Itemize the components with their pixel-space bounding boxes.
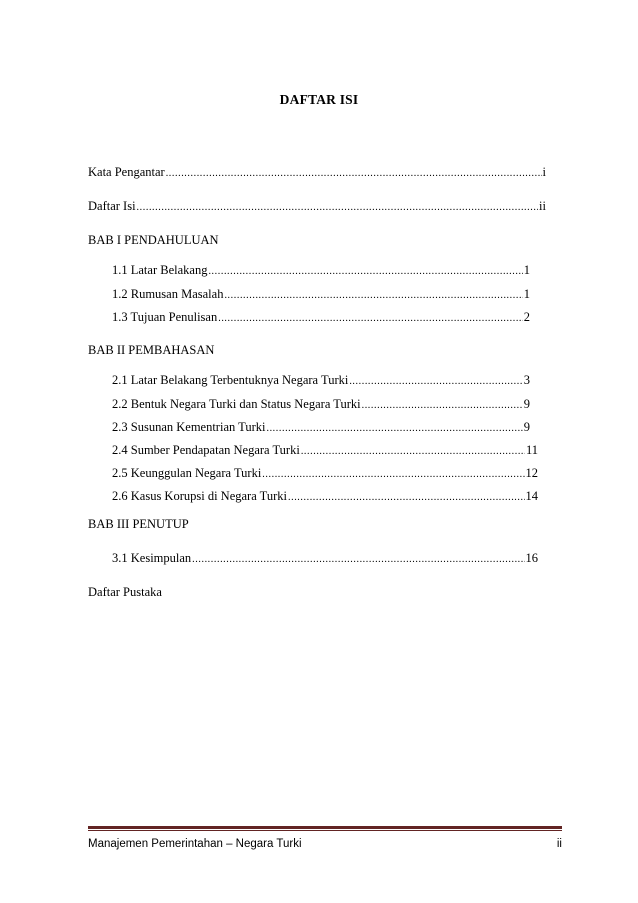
toc-leader-dots [349, 374, 522, 390]
toc-leader-dots [224, 288, 522, 304]
toc-entry-3-1 [112, 550, 538, 566]
toc-entry-page: 11 [525, 443, 538, 457]
toc-entry-page: 3 [523, 373, 530, 387]
toc-entry-page: 2 [523, 310, 530, 324]
toc-entry-2-5 [112, 465, 538, 481]
toc-entry-page: 12 [525, 466, 538, 480]
toc-entry-page: 14 [525, 489, 538, 503]
toc-entry-label: 1.2 Rumusan Masalah [112, 287, 224, 301]
toc-leader-dots [362, 398, 523, 414]
footer-title: Manajemen Pemerintahan – Negara Turki [88, 838, 302, 850]
toc-leader-dots [137, 200, 539, 216]
toc-leader-dots [262, 467, 524, 483]
toc-entry-1-2 [112, 286, 530, 302]
footer-rule-thin [88, 830, 562, 831]
toc-entry-2-3 [112, 419, 530, 435]
toc-leader-dots [301, 444, 525, 460]
toc-entry-label: 3.1 Kesimpulan [112, 551, 192, 565]
footer-page-number: ii [556, 838, 562, 850]
toc-leader-dots [288, 490, 525, 506]
toc-entry-kata-pengantar [88, 164, 546, 180]
toc-leader-dots [192, 552, 524, 568]
toc-leader-dots [266, 421, 522, 437]
toc-entry-label: 2.4 Sumber Pendapatan Negara Turki [112, 443, 300, 457]
toc-entry-page: 1 [523, 287, 530, 301]
page-title: DAFTAR ISI [279, 92, 359, 107]
toc-entry-label: Kata Pengantar [88, 165, 165, 179]
toc-entry-page: i [542, 165, 546, 179]
toc-entry-label: 1.3 Tujuan Penulisan [112, 310, 218, 324]
toc-entry-label: 2.1 Latar Belakang Terbentuknya Negara Turki [112, 373, 349, 387]
toc-leader-dots [208, 264, 522, 280]
toc-chapter-heading: BAB III PENUTUP [88, 517, 189, 531]
toc-entry-label: 1.1 Latar Belakang [112, 263, 208, 277]
toc-entry-2-1 [112, 372, 530, 388]
toc-leader-dots [166, 166, 542, 182]
toc-entry-daftar-isi [88, 198, 546, 214]
toc-entry-page: 1 [523, 263, 530, 277]
toc-entry-1-1 [112, 262, 530, 278]
toc-entry-label: 2.3 Susunan Kementrian Turki [112, 420, 266, 434]
toc-entry-page: 9 [523, 397, 530, 411]
toc-entry-label: 2.2 Bentuk Negara Turki dan Status Negara Turki [112, 397, 361, 411]
toc-entry-2-4 [112, 442, 538, 458]
toc-entry-page: 9 [523, 420, 530, 434]
toc-entry-page: ii [539, 199, 546, 213]
toc-entry-label: Daftar Isi [88, 199, 136, 213]
toc-entry-page: 16 [525, 551, 538, 565]
footer-rule [88, 826, 562, 831]
toc-chapter-heading: BAB II PEMBAHASAN [88, 343, 215, 357]
toc-entry-1-3 [112, 309, 530, 325]
toc-entry-2-2 [112, 396, 530, 412]
toc-entry-2-6 [112, 488, 538, 504]
toc-entry-label: 2.5 Keunggulan Negara Turki [112, 466, 262, 480]
toc-daftar-pustaka: Daftar Pustaka [88, 585, 162, 599]
toc-chapter-heading: BAB I PENDAHULUAN [88, 233, 219, 247]
toc-entry-label: 2.6 Kasus Korupsi di Negara Turki [112, 489, 287, 503]
toc-leader-dots [218, 311, 523, 327]
